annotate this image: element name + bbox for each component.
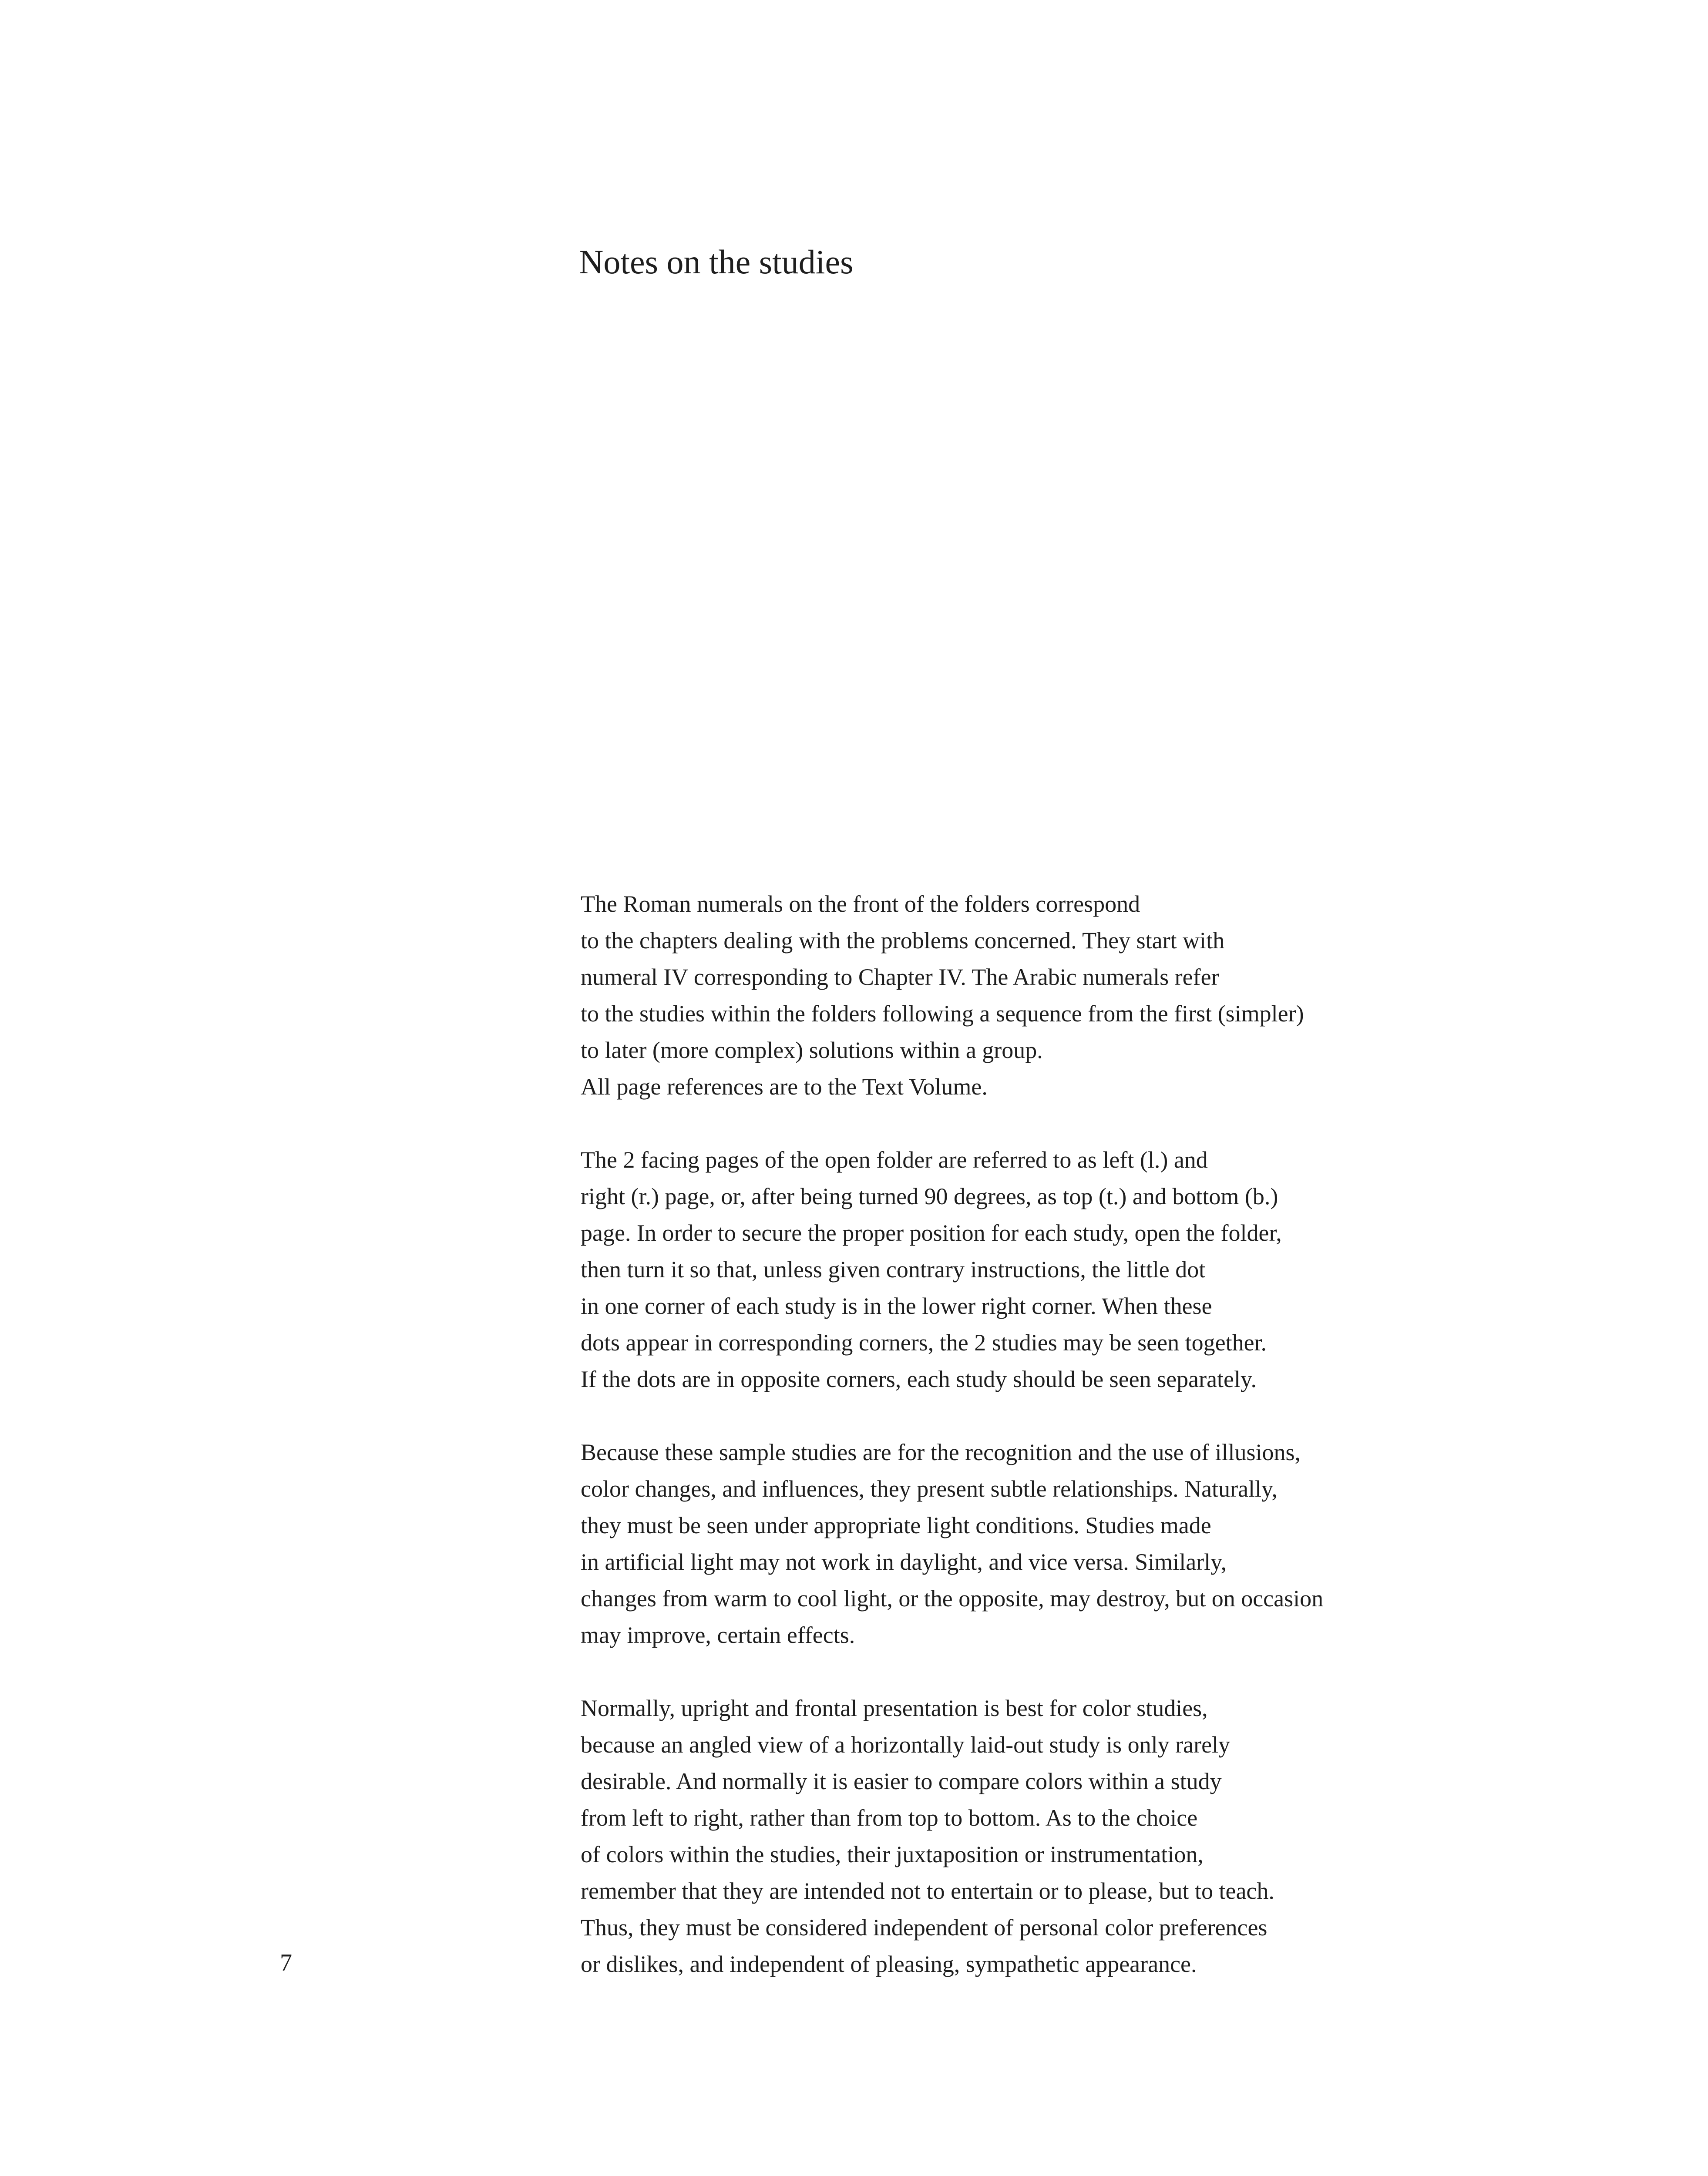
text-line: or dislikes, and independent of pleasing, sympathetic appearance.: [581, 1951, 1197, 1977]
text-line: numeral IV corresponding to Chapter IV. The Arabic numerals refer: [581, 964, 1219, 990]
text-line: of colors within the studies, their juxtaposition or instrumentation,: [581, 1841, 1204, 1867]
text-line: in one corner of each study is in the lower right corner. When these: [581, 1293, 1212, 1319]
text-line: to the chapters dealing with the problems concerned. They start with: [581, 927, 1225, 954]
text-line: The 2 facing pages of the open folder are referred to as left (l.) and: [581, 1147, 1208, 1173]
text-line: page. In order to secure the proper position for each study, open the folder,: [581, 1220, 1282, 1246]
paragraph-2: [581, 1142, 1486, 1397]
text-line: to later (more complex) solutions within a group.: [581, 1037, 1043, 1063]
text-line: because an angled view of a horizontally laid-out study is only rarely: [581, 1732, 1231, 1758]
page-title: Notes on the studies: [579, 243, 854, 281]
text-line: they must be seen under appropriate light conditions. Studies made: [581, 1512, 1211, 1538]
text-line: Normally, upright and frontal presentation is best for color studies,: [581, 1695, 1208, 1721]
text-line: may improve, certain effects.: [581, 1622, 855, 1648]
text-line: right (r.) page, or, after being turned 90 degrees, as top (t.) and bottom (b.): [581, 1183, 1278, 1209]
text-line: in artificial light may not work in daylight, and vice versa. Similarly,: [581, 1549, 1227, 1575]
text-line: then turn it so that, unless given contrary instructions, the little dot: [581, 1256, 1206, 1283]
text-line: changes from warm to cool light, or the opposite, may destroy, but on occasion: [581, 1585, 1324, 1612]
paragraph-3: [581, 1434, 1486, 1653]
text-line: All page references are to the Text Volume.: [581, 1074, 988, 1100]
page-number: 7: [280, 1949, 292, 1976]
paragraph-4: [581, 1690, 1486, 1982]
paragraph-1: [581, 886, 1486, 1105]
text-line: to the studies within the folders following a sequence from the first (simpler): [581, 1001, 1304, 1027]
text-line: desirable. And normally it is easier to compare colors within a study: [581, 1768, 1222, 1794]
text-line: Thus, they must be considered independent of personal color preferences: [581, 1914, 1268, 1941]
text-line: If the dots are in opposite corners, each study should be seen separately.: [581, 1366, 1257, 1392]
text-line: dots appear in corresponding corners, the 2 studies may be seen together.: [581, 1330, 1267, 1356]
text-line: from left to right, rather than from top to bottom. As to the choice: [581, 1805, 1198, 1831]
text-line: Because these sample studies are for the recognition and the use of illusions,: [581, 1439, 1301, 1465]
text-line: remember that they are intended not to entertain or to please, but to teach.: [581, 1878, 1274, 1904]
text-line: The Roman numerals on the front of the folders correspond: [581, 891, 1140, 917]
text-line: color changes, and influences, they present subtle relationships. Naturally,: [581, 1476, 1278, 1502]
body-text: [581, 886, 1486, 2019]
